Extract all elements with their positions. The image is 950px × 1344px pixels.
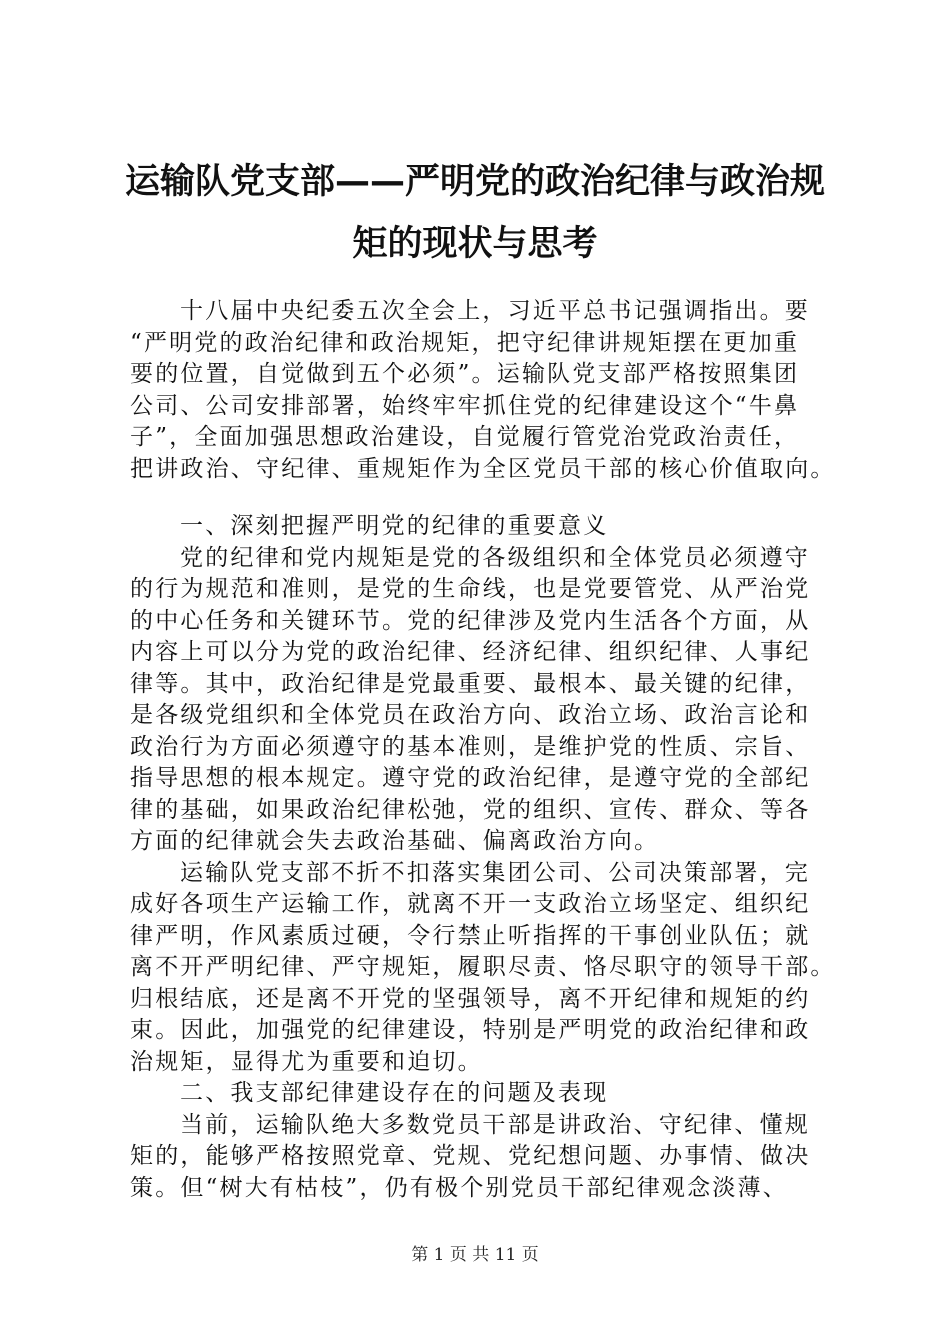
paragraph-line: 归根结底，还是离不开党的坚强领导，离不开纪律和规矩的约 [130,985,811,1012]
paragraph-line: 要的位置，自觉做到五个必须”。运输队党支部严格按照集团 [130,361,800,387]
section-heading: 一、深刻把握严明党的纪律的重要意义 [180,513,609,539]
paragraph-line: 矩的，能够严格按照党章、党规、党纪想问题、办事情、做决 [130,1143,811,1169]
paragraph-line: 子”，全面加强思想政治建设，自觉履行管党治党政治责任， [130,424,800,450]
paragraph-line: “严明党的政治纪律和政治规矩，把守纪律讲规矩摆在更加重 [130,329,800,356]
page-footer: 第 1 页 共 11 页 [411,1245,539,1265]
paragraph-line: 运输队党支部不折不扣落实集团公司、公司决策部署，完 [180,859,810,886]
paragraph-line: 指导思想的根本规定。遵守党的政治纪律，是遵守党的全部纪 [130,765,811,791]
paragraph-line: 束。因此，加强党的纪律建设，特别是严明党的政治纪律和政 [130,1017,811,1043]
paragraph-line: 离不开严明纪律、严守规矩，履职尽责、恪尽职守的领导干部。 [130,954,836,980]
document-title-line-1: 运输队党支部——严明党的政治纪律与政治规 [124,162,825,202]
paragraph-line: 策。但“树大有枯枝”，仍有极个别党员干部纪律观念淡薄、 [130,1174,788,1201]
section-heading: 二、我支部纪律建设存在的问题及表现 [180,1080,609,1106]
paragraph-line: 成好各项生产运输工作，就离不开一支政治立场坚定、组织纪 [130,891,811,917]
paragraph-line: 十八届中央纪委五次全会上，习近平总书记强调指出。要 [180,298,810,324]
paragraph-line: 是各级党组织和全体党员在政治方向、政治立场、政治言论和 [130,702,811,728]
paragraph-line: 把讲政治、守纪律、重规矩作为全区党员干部的核心价值取向。 [130,455,836,482]
paragraph-line: 治规矩，显得尤为重要和迫切。 [130,1048,483,1075]
paragraph-line: 的行为规范和准则，是党的生命线，也是党要管党、从严治党 [130,576,811,602]
paragraph-line: 公司、公司安排部署，始终牢牢抓住党的纪律建设这个“牛鼻 [130,392,800,419]
paragraph-line: 方面的纪律就会失去政治基础、偏离政治方向。 [130,828,660,854]
paragraph-line: 政治行为方面必须遵守的基本准则，是维护党的性质、宗旨、 [130,733,811,760]
paragraph-gap [130,485,830,511]
paragraph-line: 律严明，作风素质过硬，令行禁止听指挥的干事创业队伍；就 [130,922,811,949]
paragraph-line: 党的纪律和党内规矩是党的各级组织和全体党员必须遵守 [180,544,810,571]
document-title-line-2: 矩的现状与思考 [352,224,598,264]
document-body [130,296,836,1204]
paragraph-line: 律等。其中，政治纪律是党最重要、最根本、最关键的纪律， [130,670,811,697]
paragraph-line: 内容上可以分为党的政治纪律、经济纪律、组织纪律、人事纪 [130,639,811,665]
paragraph-line: 的中心任务和关键环节。党的纪律涉及党内生活各个方面，从 [130,607,811,634]
paragraph-line: 当前，运输队绝大多数党员干部是讲政治、守纪律、懂规 [180,1111,810,1138]
paragraph-line: 律的基础，如果政治纪律松弛，党的组织、宣传、群众、等各 [130,796,811,823]
